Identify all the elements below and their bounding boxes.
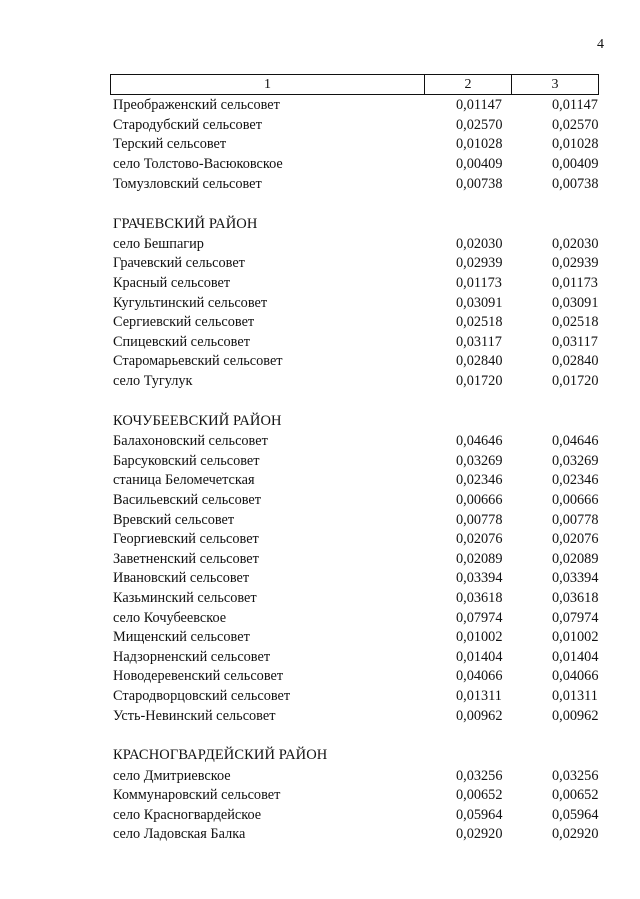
cell-value-2: 0,02030 [456, 235, 503, 252]
cell-name: Ивановский сельсовет [113, 570, 250, 587]
section-gap [113, 194, 603, 214]
cell-value-3: 0,00962 [552, 707, 599, 724]
table-row [113, 372, 603, 392]
cell-name: Кугультинский сельсовет [113, 294, 268, 311]
cell-value-2: 0,00778 [456, 511, 503, 528]
table-row [113, 569, 603, 589]
cell-name: Спицевский сельсовет [113, 333, 250, 350]
page-number: 4 [597, 37, 604, 52]
cell-value-3: 0,01028 [552, 136, 599, 153]
cell-value-3: 0,04646 [552, 433, 599, 450]
header-col-3: 3 [551, 76, 559, 92]
cell-name: Томузловский сельсовет [113, 175, 262, 192]
table-row [113, 471, 603, 491]
header-col-1: 1 [111, 75, 425, 94]
section-gap [113, 391, 603, 411]
cell-value-3: 0,03394 [552, 570, 599, 587]
cell-value-3: 0,00652 [552, 787, 599, 804]
table-row [113, 825, 603, 845]
cell-name: Барсуковский сельсовет [113, 452, 260, 469]
section-top [113, 96, 603, 194]
cell-value-3: 0,03117 [552, 333, 598, 350]
cell-name: Старомарьевский сельсовет [113, 353, 283, 370]
cell-value-3: 0,04066 [552, 668, 599, 685]
table-row [113, 589, 603, 609]
cell-value-3: 0,02570 [552, 116, 599, 133]
cell-value-3: 0,00409 [552, 156, 599, 173]
cell-name: Новодеревенский сельсовет [113, 668, 284, 685]
cell-value-3: 0,01404 [552, 648, 599, 665]
cell-name: Казьминский сельсовет [113, 589, 257, 606]
cell-value-2: 0,02570 [456, 116, 503, 133]
cell-value-3: 0,02076 [552, 531, 599, 548]
table-row [113, 96, 603, 116]
cell-value-3: 0,01147 [552, 97, 598, 114]
cell-value-2: 0,02920 [456, 826, 503, 843]
section-gap [113, 726, 603, 746]
cell-value-2: 0,00409 [456, 156, 503, 173]
cell-value-2: 0,03618 [456, 589, 503, 606]
cell-value-2: 0,05964 [456, 806, 503, 823]
table-row [113, 510, 603, 530]
cell-value-2: 0,04066 [456, 668, 503, 685]
table-row [113, 530, 603, 550]
table-row [113, 432, 603, 452]
table-row [113, 135, 603, 155]
cell-name: Терский сельсовет [113, 136, 227, 153]
table-row [113, 608, 603, 628]
cell-name: Заветненский сельсовет [113, 550, 259, 567]
cell-value-3: 0,03269 [552, 452, 599, 469]
cell-value-2: 0,01002 [456, 629, 503, 646]
cell-name: село Бешпагир [113, 235, 204, 252]
table-row [113, 491, 603, 511]
table-row [113, 706, 603, 726]
cell-value-2: 0,02518 [456, 314, 503, 331]
cell-name: Стародворцовский сельсовет [113, 687, 291, 704]
cell-value-2: 0,01173 [456, 275, 502, 292]
cell-name: Георгиевский сельсовет [113, 531, 259, 548]
table-row [113, 155, 603, 175]
cell-value-3: 0,01173 [552, 275, 598, 292]
district-heading-kochubeevsky: КОЧУБЕЕВСКИЙ РАЙОН [113, 412, 282, 429]
table-body [113, 96, 603, 845]
cell-value-2: 0,03269 [456, 452, 503, 469]
table-row [113, 628, 603, 648]
table-header [110, 74, 599, 95]
table-row [113, 452, 603, 472]
table-row [113, 786, 603, 806]
cell-value-2: 0,01028 [456, 136, 503, 153]
cell-name: Красный сельсовет [113, 275, 231, 292]
cell-name: Васильевский сельсовет [113, 491, 261, 508]
cell-value-2: 0,02089 [456, 550, 503, 567]
table-row [113, 274, 603, 294]
cell-name: Преображенский сельсовет [113, 97, 280, 114]
cell-name: Надзорненский сельсовет [113, 648, 271, 665]
cell-name: станица Беломечетская [113, 472, 255, 489]
cell-value-2: 0,03091 [456, 294, 503, 311]
cell-name: Балахоновский сельсовет [113, 433, 268, 450]
cell-value-2: 0,01311 [456, 687, 502, 704]
district-heading-grachevsky: ГРАЧЕВСКИЙ РАЙОН [113, 215, 258, 232]
cell-value-3: 0,02920 [552, 826, 599, 843]
cell-value-3: 0,07974 [552, 609, 599, 626]
cell-value-3: 0,02346 [552, 472, 599, 489]
table-row [113, 549, 603, 569]
cell-value-2: 0,00666 [456, 491, 503, 508]
cell-value-3: 0,02840 [552, 353, 599, 370]
district-rows-krasnogvardeysky [113, 766, 603, 844]
cell-value-3: 0,03618 [552, 589, 599, 606]
cell-value-2: 0,00962 [456, 707, 503, 724]
cell-name: Стародубский сельсовет [113, 116, 262, 133]
cell-name: Грачевский сельсовет [113, 255, 245, 272]
table-row [113, 687, 603, 707]
cell-value-3: 0,00666 [552, 491, 599, 508]
cell-value-2: 0,02840 [456, 353, 503, 370]
header-col-2: 2 [425, 75, 512, 94]
cell-value-3: 0,03256 [552, 767, 599, 784]
table-row [113, 806, 603, 826]
cell-value-2: 0,03394 [456, 570, 503, 587]
cell-name: Коммунаровский сельсовет [113, 787, 281, 804]
cell-value-3: 0,02518 [552, 314, 599, 331]
cell-value-2: 0,07974 [456, 609, 503, 626]
table-row [113, 293, 603, 313]
cell-value-2: 0,02939 [456, 255, 503, 272]
cell-name: Усть-Невинский сельсовет [113, 707, 276, 724]
cell-value-3: 0,01002 [552, 629, 599, 646]
cell-name: село Кочубеевское [113, 609, 227, 626]
cell-name: Вревский сельсовет [113, 511, 235, 528]
cell-value-2: 0,00652 [456, 787, 503, 804]
cell-value-2: 0,02346 [456, 472, 503, 489]
cell-name: село Тугулук [113, 373, 193, 390]
cell-name: село Красногвардейское [113, 806, 262, 823]
cell-value-2: 0,04646 [456, 433, 503, 450]
table-row [113, 333, 603, 353]
cell-value-2: 0,00738 [456, 175, 503, 192]
district-rows-kochubeevsky [113, 432, 603, 726]
cell-value-3: 0,01311 [552, 687, 598, 704]
district-rows-grachevsky [113, 235, 603, 392]
cell-name: Сергиевский сельсовет [113, 314, 255, 331]
cell-value-2: 0,01147 [456, 97, 502, 114]
cell-value-3: 0,02939 [552, 255, 599, 272]
cell-value-3: 0,02089 [552, 550, 599, 567]
cell-value-3: 0,03091 [552, 294, 599, 311]
cell-value-3: 0,00738 [552, 175, 599, 192]
table-row [113, 254, 603, 274]
table-row [113, 116, 603, 136]
table-row [113, 766, 603, 786]
cell-value-3: 0,05964 [552, 806, 599, 823]
cell-value-3: 0,01720 [552, 373, 599, 390]
cell-value-2: 0,01720 [456, 373, 503, 390]
table-row [113, 235, 603, 255]
cell-value-2: 0,02076 [456, 531, 503, 548]
cell-name: село Дмитриевское [113, 767, 231, 784]
cell-name: село Толстово-Васюковское [113, 156, 283, 173]
table-row [113, 667, 603, 687]
cell-value-2: 0,03256 [456, 767, 503, 784]
cell-name: село Ладовская Балка [113, 826, 246, 843]
district-heading-krasnogvardeysky: КРАСНОГВАРДЕЙСКИЙ РАЙОН [113, 747, 328, 764]
table-row [113, 313, 603, 333]
table-row [113, 647, 603, 667]
cell-value-2: 0,03117 [456, 333, 502, 350]
cell-value-3: 0,00778 [552, 511, 599, 528]
cell-value-2: 0,01404 [456, 648, 503, 665]
table-row [113, 352, 603, 372]
cell-name: Мищенский сельсовет [113, 629, 250, 646]
cell-value-3: 0,02030 [552, 235, 599, 252]
table-row [113, 174, 603, 194]
